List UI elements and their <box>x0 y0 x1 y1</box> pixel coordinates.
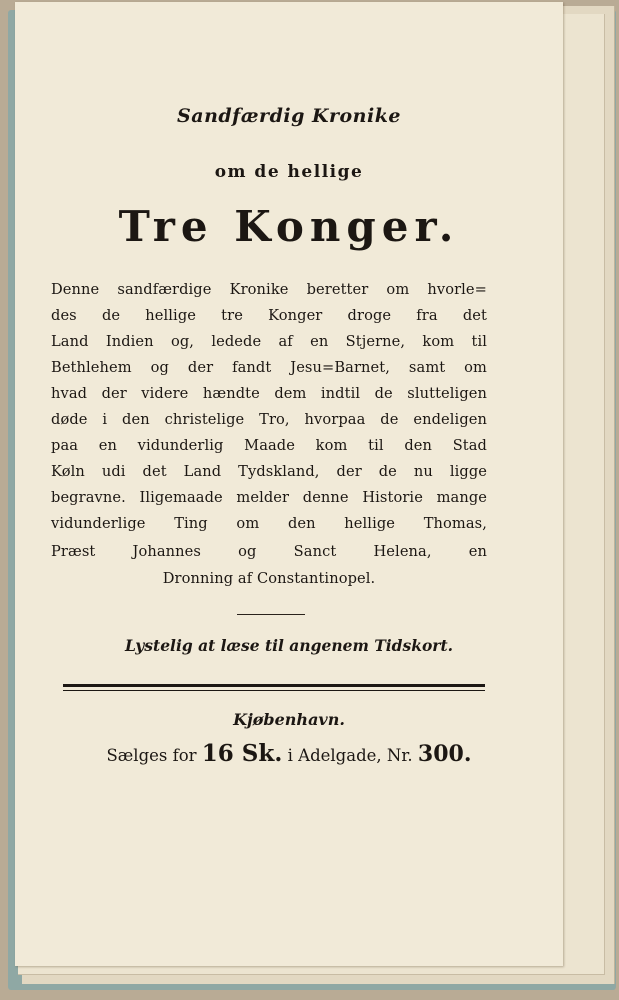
main-title: Tre Konger. <box>118 202 460 251</box>
house-number: 300. <box>417 741 472 767</box>
body-line: Dronning af Constantinopel. <box>162 570 376 587</box>
body-line: Land Indien og, ledede af en Stjerne, kom til <box>51 333 487 350</box>
double-rule-thin <box>63 690 485 691</box>
body-line: hvad der videre hændte dem indtil de slutteligen <box>51 385 487 402</box>
double-rule-thick <box>63 684 485 687</box>
number-label: Nr. <box>386 746 413 765</box>
body-line: døde i den christelige Tro, hvorpaa de endeligen <box>51 411 487 428</box>
motto: Lystelig at læse til angenem Tidskort. <box>124 636 454 655</box>
body-line: Denne sandfærdige Kronike beretter om hvorle= <box>51 281 487 298</box>
body-line: Bethlehem og der fandt Jesu=Barnet, samt om <box>51 359 487 376</box>
sale-address: i Adelgade, <box>287 746 382 765</box>
body-line: begravne. Iligemaade melder denne Historie mange <box>51 489 487 506</box>
sale-prefix: Sælges for <box>106 746 197 765</box>
price: 16 Sk. <box>201 740 283 767</box>
short-divider <box>237 614 305 615</box>
body-line: vidunderlige Ting om den hellige Thomas, <box>51 515 487 532</box>
body-line: des de hellige tre Konger droge fra det <box>51 307 487 324</box>
imprint-city: Kjøbenhavn. <box>233 710 345 729</box>
sale-line <box>15 740 563 767</box>
body-line: paa en vidunderlig Maade kom til den Stad <box>51 437 487 454</box>
body-line: Præst Johannes og Sanct Helena, en <box>51 543 487 560</box>
body-line: Køln udi det Land Tydskland, der de nu ligge <box>51 463 487 480</box>
booklet-title: Sandfærdig Kronike <box>177 105 401 127</box>
title-page <box>15 2 563 966</box>
booklet-subtitle: om de hellige <box>214 162 364 182</box>
